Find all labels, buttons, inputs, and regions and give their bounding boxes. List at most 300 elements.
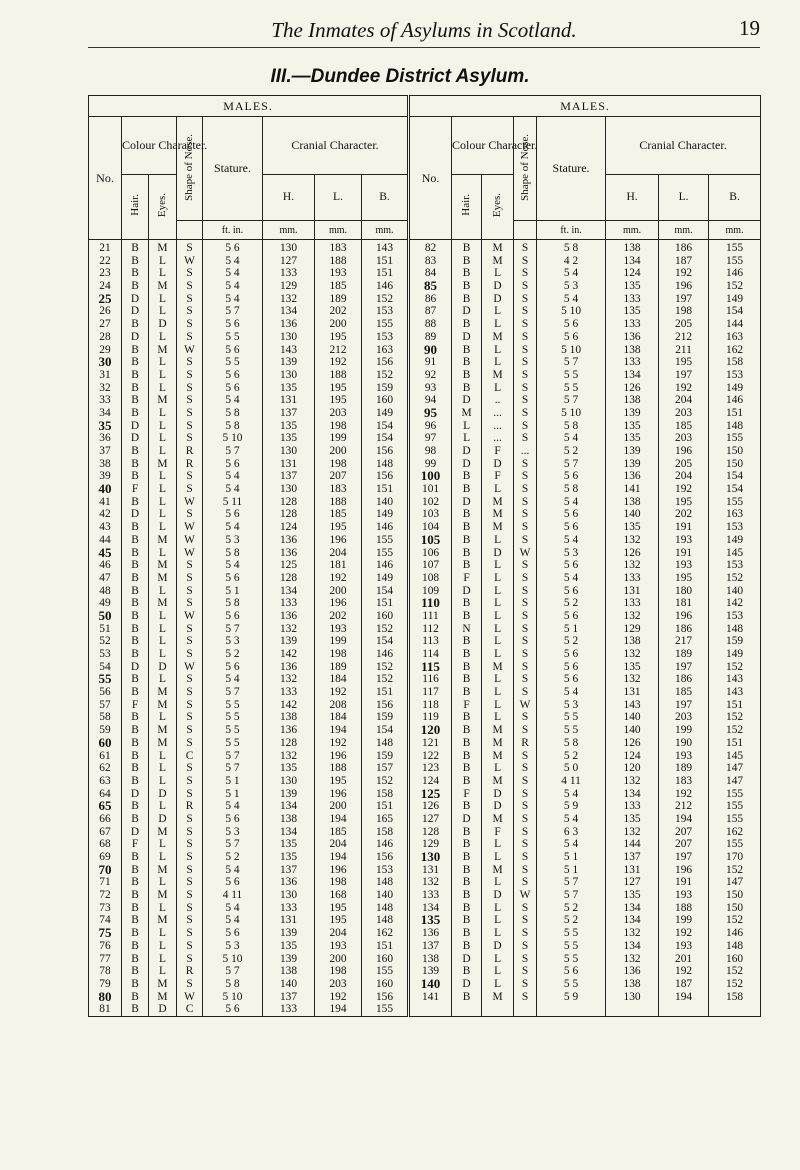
nose-cell: S [514,534,537,547]
eyes-cell: M [149,534,177,547]
cranial-h-cell: 130 [263,240,315,255]
no-cell: 117 [409,686,452,699]
eyes-cell: ... [482,420,514,433]
table-row [89,724,761,737]
no-cell: 81 [89,1003,122,1016]
eyes-cell: L [149,711,177,724]
no-cell: 111 [409,610,452,623]
hair-cell: B [122,394,149,407]
cranial-b-cell: 146 [709,267,761,280]
stature-cell: 5 5 [203,699,263,712]
cranial-h-cell: 135 [606,813,659,826]
cranial-l-cell: 186 [659,240,709,255]
table-row [89,864,761,877]
nose-cell: S [514,572,537,585]
stature-cell: 5 6 [537,585,606,598]
nose-cell: C [177,750,203,763]
nose-cell: S [514,623,537,636]
cranial-b-cell: 149 [362,407,409,420]
eyes-cell: L [149,432,177,445]
table-row [89,876,761,889]
stature-cell: 5 6 [203,240,263,255]
cranial-l-cell: 192 [659,788,709,801]
eyes-cell: L [482,585,514,598]
cranial-l-cell: 195 [315,914,362,927]
nose-cell: S [177,559,203,572]
nose-cell: S [514,407,537,420]
nose-cell: S [177,508,203,521]
cranial-h-cell: 135 [606,661,659,674]
cranial-b-cell: 156 [362,991,409,1004]
cranial-h-cell: 132 [263,750,315,763]
cranial-h-cell: 138 [606,344,659,357]
stature-cell: 5 7 [203,686,263,699]
cranial-h-cell: 139 [263,635,315,648]
nose-cell: S [514,369,537,382]
nose-cell: S [514,305,537,318]
cranial-h-cell: 130 [263,775,315,788]
cranial-l-cell: 184 [315,711,362,724]
cranial-h-cell: 133 [263,597,315,610]
eyes-cell: D [149,813,177,826]
table-row [89,356,761,369]
hair-cell: B [122,762,149,775]
nose-cell: S [514,940,537,953]
table-row [89,280,761,293]
hair-cell: D [452,585,482,598]
eyes-cell: L [482,648,514,661]
stature-cell: 5 6 [203,382,263,395]
table-row [89,762,761,775]
cranial-h-cell: 134 [606,369,659,382]
cranial-l-cell: 197 [659,699,709,712]
cranial-h-cell: 128 [263,496,315,509]
cranial-l-cell: 203 [659,432,709,445]
stature-cell: 5 7 [203,305,263,318]
no-cell: 23 [89,267,122,280]
nose-cell: S [514,661,537,674]
cranial-h-cell: 138 [263,711,315,724]
nose-cell [514,1003,537,1016]
no-cell: 39 [89,470,122,483]
hair-cell: B [122,623,149,636]
eyes-cell: L [149,305,177,318]
cranial-l-cell: 192 [659,267,709,280]
stature-cell: 5 1 [203,585,263,598]
nose-cell: S [514,914,537,927]
stature-cell: 5 0 [537,762,606,775]
stature-cell: 5 7 [537,394,606,407]
no-cell: 40 [89,483,122,496]
hair-cell: B [452,927,482,940]
hair-cell: D [122,661,149,674]
no-cell: 94 [409,394,452,407]
nose-cell: W [514,889,537,902]
cranial-h-cell: 133 [263,902,315,915]
no-cell: 73 [89,902,122,915]
no-cell: 91 [409,356,452,369]
cranial-h-cell: 134 [263,826,315,839]
cranial-l-cell: 196 [315,534,362,547]
cranial-l-cell: 199 [315,432,362,445]
no-cell: 63 [89,775,122,788]
no-cell: 25 [89,293,122,306]
cranial-h-cell: 126 [606,547,659,560]
no-cell: 90 [409,344,452,357]
cranial-h-cell: 137 [263,407,315,420]
cranial-h-cell: 136 [263,724,315,737]
col-b-unit: mm. [362,221,409,240]
nose-cell: S [514,585,537,598]
cranial-h-cell: 130 [263,483,315,496]
cranial-h-cell: 135 [263,432,315,445]
cranial-b-cell: 155 [362,318,409,331]
cranial-h-cell: 125 [263,559,315,572]
cranial-b-cell: 155 [362,547,409,560]
cranial-b-cell: 143 [709,686,761,699]
measurements-table [88,95,761,1017]
cranial-h-cell: 136 [263,610,315,623]
cranial-h-cell: 133 [606,572,659,585]
eyes-cell: .. [482,394,514,407]
stature-cell: 5 7 [537,889,606,902]
nose-cell: W [177,610,203,623]
cranial-l-cell: 192 [315,686,362,699]
cranial-h-cell: 138 [606,240,659,255]
cranial-b-cell: 160 [362,953,409,966]
nose-cell: S [514,953,537,966]
cranial-h-cell: 139 [263,953,315,966]
cranial-l-cell: 191 [659,876,709,889]
cranial-h-cell: 137 [263,864,315,877]
hair-cell: B [122,496,149,509]
cranial-b-cell: 152 [709,661,761,674]
eyes-cell: L [482,953,514,966]
cranial-b-cell: 152 [709,572,761,585]
cranial-b-cell: 151 [362,940,409,953]
cranial-h-cell: 139 [263,356,315,369]
nose-cell: S [514,775,537,788]
cranial-l-cell: 195 [659,356,709,369]
table-row [89,661,761,674]
hair-cell: B [452,965,482,978]
cranial-l-cell: 188 [315,496,362,509]
eyes-cell: L [482,978,514,991]
cranial-l-cell: 168 [315,889,362,902]
cranial-b-cell: 146 [709,927,761,940]
no-cell: 101 [409,483,452,496]
cranial-l-cell: 192 [315,356,362,369]
table-row [89,344,761,357]
eyes-cell: M [149,559,177,572]
table-row [89,610,761,623]
cranial-l-cell: 205 [659,318,709,331]
col-no-header: No. [89,117,122,240]
no-cell: 26 [89,305,122,318]
cranial-h-cell: 134 [606,940,659,953]
nose-cell: S [514,597,537,610]
cranial-b-cell: 148 [362,458,409,471]
stature-cell: 5 6 [203,1003,263,1016]
hair-cell: B [122,914,149,927]
nose-cell: S [177,369,203,382]
no-cell: 30 [89,356,122,369]
no-cell: 76 [89,940,122,953]
stature-cell: 5 6 [203,610,263,623]
no-cell: 38 [89,458,122,471]
eyes-cell: L [482,673,514,686]
stature-cell: 5 8 [203,547,263,560]
cranial-b-cell: 155 [709,800,761,813]
no-cell: 27 [89,318,122,331]
hair-cell: B [452,889,482,902]
hair-cell: B [122,737,149,750]
hair-cell: B [122,610,149,623]
nose-cell: S [514,267,537,280]
cranial-b-cell: 156 [362,356,409,369]
eyes-cell: D [149,788,177,801]
stature-cell: 5 5 [203,356,263,369]
cranial-b-cell: 145 [709,547,761,560]
nose-cell: S [177,914,203,927]
nose-cell: W [177,547,203,560]
cranial-b-cell: 140 [362,496,409,509]
cranial-b-cell: 144 [709,318,761,331]
nose-cell: S [514,344,537,357]
eyes-cell: L [149,420,177,433]
stature-cell: 4 11 [537,775,606,788]
stature-cell: 5 4 [203,394,263,407]
stature-cell: 5 6 [203,318,263,331]
cranial-b-cell: 140 [362,889,409,902]
cranial-b-cell: 149 [709,293,761,306]
stature-cell: 5 5 [203,724,263,737]
cranial-h-cell: 132 [263,623,315,636]
cranial-h-cell: 139 [606,407,659,420]
table-row [89,673,761,686]
hair-cell: B [122,572,149,585]
col-colour-header: Colour Character. [122,117,177,175]
table-row [89,851,761,864]
nose-cell: S [177,788,203,801]
eyes-cell: L [149,635,177,648]
eyes-cell: L [149,521,177,534]
cranial-l-cell: 193 [659,559,709,572]
nose-cell: S [514,978,537,991]
col-colour2-header: Colour Character. [452,117,514,175]
hair-cell: B [452,356,482,369]
eyes-cell: M [149,344,177,357]
stature-cell: 5 6 [203,927,263,940]
hair-cell: B [122,344,149,357]
stature-cell: 5 4 [537,788,606,801]
table-header [89,96,761,240]
cranial-b-cell: 156 [362,470,409,483]
no-cell: 102 [409,496,452,509]
eyes-cell: M [149,737,177,750]
col-h2-header: H. [606,175,659,221]
eyes-cell: L [149,331,177,344]
hair-cell: B [452,940,482,953]
cranial-b-cell: 149 [362,508,409,521]
nose-cell: S [177,382,203,395]
no-cell: 50 [89,610,122,623]
no-cell: 128 [409,826,452,839]
no-cell: 52 [89,635,122,648]
table-row [89,800,761,813]
no-cell: 48 [89,585,122,598]
cranial-b-cell: 149 [709,382,761,395]
no-cell: 141 [409,991,452,1004]
cranial-b-cell: 146 [709,394,761,407]
nose-cell: S [177,585,203,598]
cranial-l-cell: 211 [659,344,709,357]
cranial-h-cell: 136 [263,318,315,331]
hair-cell: F [122,483,149,496]
cranial-b-cell: 152 [362,369,409,382]
no-cell: 140 [409,978,452,991]
cranial-l-cell: 203 [315,978,362,991]
no-cell: 58 [89,711,122,724]
cranial-b-cell: 162 [362,927,409,940]
cranial-l-cell: 195 [315,521,362,534]
col-b2-header: B. [709,175,761,221]
cranial-l-cell: 191 [659,521,709,534]
cranial-b-cell: 151 [709,407,761,420]
stature-cell: 5 6 [203,876,263,889]
nose-cell: S [514,318,537,331]
hair-cell: B [452,344,482,357]
hair-cell: B [122,889,149,902]
stature-cell: 5 1 [537,864,606,877]
cranial-h-cell: 135 [263,420,315,433]
cranial-b-cell: 152 [362,661,409,674]
cranial-h-cell: 135 [606,432,659,445]
no-cell: 34 [89,407,122,420]
cranial-l-cell: 195 [315,775,362,788]
cranial-b-cell: 157 [362,762,409,775]
nose-cell: S [177,711,203,724]
col-nose-header [177,117,203,221]
stature-cell: 5 4 [537,813,606,826]
cranial-b-cell: 153 [709,521,761,534]
cranial-b-cell: 148 [362,876,409,889]
table-row [89,420,761,433]
nose-cell: ... [514,445,537,458]
cranial-l-cell: 188 [315,369,362,382]
hair-cell: B [452,635,482,648]
eyes-cell: L [482,851,514,864]
nose-cell: S [177,483,203,496]
cranial-b-cell: 150 [709,445,761,458]
hair-cell: B [122,470,149,483]
cranial-b-cell: 159 [362,711,409,724]
cranial-l-cell: 184 [315,673,362,686]
cranial-l-cell: 200 [315,445,362,458]
eyes-cell: L [149,407,177,420]
cranial-h-cell: 138 [263,965,315,978]
cranial-h-cell: 132 [606,775,659,788]
nose-cell: S [514,635,537,648]
cranial-h-cell: 138 [606,635,659,648]
stature-cell: 5 4 [203,864,263,877]
hair-cell: D [452,813,482,826]
stature-cell: 5 6 [203,458,263,471]
col-b-header: B. [362,175,409,221]
col-cranial2-header: Cranial Character. [606,117,761,175]
stature-cell: 5 6 [203,572,263,585]
table-row [89,369,761,382]
cranial-l-cell: 193 [659,940,709,953]
cranial-l-cell: 195 [315,394,362,407]
cranial-b-cell: 160 [362,978,409,991]
cranial-l-cell: 193 [659,534,709,547]
stature-cell: 5 8 [537,240,606,255]
cranial-h-cell: 132 [606,648,659,661]
eyes-cell: M [482,775,514,788]
stature-cell: 5 4 [203,255,263,268]
nose-cell: S [177,470,203,483]
running-title: The Inmates of Asylums in Scotland. [271,18,577,42]
stature-cell: 5 2 [203,851,263,864]
cranial-l-cell: 188 [659,902,709,915]
hair-cell: B [452,559,482,572]
no-cell: 51 [89,623,122,636]
stature-cell: 5 10 [203,953,263,966]
no-cell: 107 [409,559,452,572]
nose-cell: S [514,851,537,864]
table-row [89,826,761,839]
eyes-cell: M [482,521,514,534]
stature-cell: 5 8 [203,407,263,420]
cranial-l-cell: 195 [315,902,362,915]
nose-cell: S [177,394,203,407]
cranial-b-cell: 163 [709,331,761,344]
nose-cell: S [514,432,537,445]
no-cell: 132 [409,876,452,889]
stature-cell: 5 4 [203,280,263,293]
eyes-cell: L [482,876,514,889]
no-cell: 110 [409,597,452,610]
eyes-cell: L [149,940,177,953]
stature-cell: 5 7 [203,838,263,851]
no-cell: 31 [89,369,122,382]
stature-cell: 5 5 [537,940,606,953]
hair-cell: F [122,838,149,851]
eyes-cell: L [149,610,177,623]
nose-cell: S [177,762,203,775]
cranial-h-cell: 135 [263,940,315,953]
cranial-l-cell: 192 [659,483,709,496]
cranial-b-cell: 155 [362,534,409,547]
eyes-cell: L [149,470,177,483]
cranial-l-cell: 185 [315,280,362,293]
nose-cell: S [177,838,203,851]
cranial-b-cell: 163 [709,508,761,521]
stature-cell: 5 4 [203,902,263,915]
cranial-l-cell: 204 [315,927,362,940]
cranial-h-cell: 144 [606,838,659,851]
cranial-h-cell: 143 [263,344,315,357]
nose-cell: S [177,826,203,839]
nose-cell: S [514,521,537,534]
cranial-h-cell: 131 [263,914,315,927]
eyes-cell: F [482,445,514,458]
eyes-cell: M [149,394,177,407]
cranial-l-cell: 188 [315,255,362,268]
cranial-b-cell: 154 [709,470,761,483]
nose-cell: S [514,240,537,255]
